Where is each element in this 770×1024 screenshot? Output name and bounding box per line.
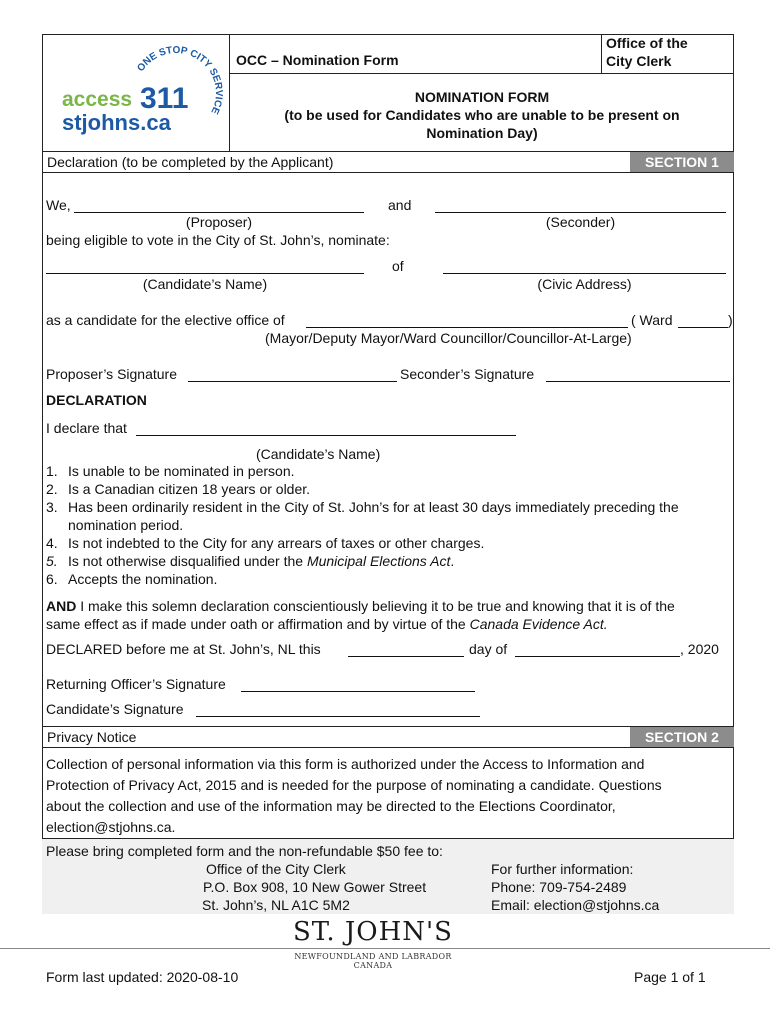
info-line: Email: election@stjohns.ca: [491, 897, 660, 913]
address-line: Office of the City Clerk: [206, 861, 346, 877]
declared-month-field[interactable]: [515, 656, 680, 657]
form-subtitle-1: (to be used for Candidates who are unable to be present on: [284, 107, 680, 123]
form-title-block: [230, 74, 734, 152]
logo-domain-text: stjohns.ca: [62, 110, 171, 135]
footer-divider: [0, 948, 770, 949]
ward-field[interactable]: [678, 327, 728, 328]
declare-candidate-caption: (Candidate’s Name): [256, 446, 381, 462]
section2-bar: [42, 726, 734, 748]
logo-311-text: 311: [140, 82, 189, 115]
solemn-text-2: same effect as if made under oath or affirmation and by virtue of the: [46, 616, 466, 632]
item5-end: .: [450, 553, 455, 569]
privacy-notice: [42, 748, 734, 838]
item5-act: Municipal Elections Act: [306, 553, 451, 569]
page-number: Page 1 of 1: [634, 969, 706, 985]
item-text: [68, 553, 454, 569]
item-text: Accepts the nomination.: [68, 571, 218, 587]
declare-candidate-field[interactable]: [136, 435, 516, 436]
solemn-text-1: I make this solemn declaration conscientiously believing it to be true and knowing that it is of the: [80, 598, 675, 614]
candidate-name-field[interactable]: [46, 273, 364, 274]
item-num: 6.: [46, 571, 58, 587]
of-label: of: [392, 258, 404, 274]
st-johns-tagline: NEWFOUNDLAND AND LABRADOR CANADA: [294, 952, 452, 970]
office-caption: (Mayor/Deputy Mayor/Ward Councillor/Councillor-At-Large): [265, 330, 632, 346]
item-text: Is not indebted to the City for any arrears of taxes or other charges.: [68, 535, 485, 551]
form-code-cell: [230, 34, 602, 74]
info-line: Phone: 709-754-2489: [491, 879, 627, 895]
office-cell: [602, 34, 734, 74]
logo-access-text: access: [62, 88, 133, 111]
returning-officer-signature-field[interactable]: [241, 691, 475, 692]
access311-logo: [42, 34, 230, 152]
section1-tag: SECTION 1: [630, 152, 734, 172]
proposer-signature-field[interactable]: [188, 381, 397, 382]
item-text: Is unable to be nominated in person.: [68, 463, 295, 479]
civic-caption: (Civic Address): [537, 276, 632, 292]
st-johns-wordmark: ST. JOHN'S: [293, 917, 453, 947]
seconder-caption: (Seconder): [545, 214, 616, 230]
bring-text: Please bring completed form and the non-refundable $50 fee to:: [46, 843, 443, 859]
seconder-signature-field[interactable]: [546, 381, 730, 382]
submission-info: [42, 838, 734, 914]
we-label: We,: [46, 197, 71, 213]
proposer-signature-label: Proposer’s Signature: [46, 366, 178, 382]
solemn-line-2: [46, 616, 608, 632]
section1-bar: [42, 151, 734, 173]
civic-address-field[interactable]: [443, 273, 726, 274]
form-title: NOMINATION FORM: [414, 89, 550, 105]
privacy-line: Collection of personal information via this form is authorized under the Access to Information and: [46, 756, 645, 772]
item-text: nomination period.: [68, 517, 184, 533]
seconder-signature-label: Seconder’s Signature: [400, 366, 535, 382]
ward-text: ( Ward: [631, 312, 673, 328]
st-johns-logo: [275, 917, 471, 970]
privacy-line: Protection of Privacy Act, 2015 and is needed for the purpose of nominating a candidate. Questions: [46, 777, 662, 793]
form-subtitle-2: Nomination Day): [426, 125, 538, 141]
year-label: , 2020: [680, 641, 719, 657]
item-num: 3.: [46, 499, 58, 515]
section2-tag: SECTION 2: [630, 727, 734, 747]
form-updated-date: Form last updated: 2020-08-10: [46, 969, 239, 985]
day-of-label: day of: [469, 641, 508, 657]
eligible-text: being eligible to vote in the City of St. John’s, nominate:: [46, 232, 390, 248]
candidate-signature-label: Candidate’s Signature: [46, 701, 184, 717]
address-line: St. John’s, NL A1C 5M2: [202, 897, 350, 913]
form-code: OCC – Nomination Form: [236, 52, 399, 68]
item-num: 4.: [46, 535, 58, 551]
evidence-act: Canada Evidence Act.: [469, 616, 608, 632]
returning-officer-label: Returning Officer’s Signature: [46, 676, 226, 692]
proposer-caption: (Proposer): [185, 214, 253, 230]
logo-ring-text: ONE STOP CITY SERVICE: [135, 45, 224, 116]
elective-office-field[interactable]: [306, 327, 628, 328]
proposer-name-field[interactable]: [74, 212, 364, 213]
item-text: Is a Canadian citizen 18 years or older.: [68, 481, 311, 497]
address-line: P.O. Box 908, 10 New Gower Street: [203, 879, 427, 895]
and-label: and: [388, 197, 412, 213]
section2-label: Privacy Notice: [47, 729, 137, 745]
office-line-1: Office of the: [606, 35, 688, 51]
access311-logo-graphic: [42, 34, 230, 152]
ward-close: ): [728, 312, 733, 328]
item-num: 5.: [46, 553, 58, 569]
info-line: For further information:: [491, 861, 634, 877]
section1-label: Declaration (to be completed by the Applicant): [47, 154, 334, 170]
declared-day-field[interactable]: [348, 656, 464, 657]
declare-that-label: I declare that: [46, 420, 127, 436]
privacy-line: about the collection and use of the information may be directed to the Elections Coordinator,: [46, 798, 616, 814]
candidate-signature-field[interactable]: [196, 716, 480, 717]
and-bold: AND: [46, 598, 77, 614]
item5-text: Is not otherwise disqualified under the: [68, 553, 304, 569]
item-text: Has been ordinarily resident in the City of St. John’s for at least 30 days immediately preceding the: [68, 499, 679, 515]
item-num: 2.: [46, 481, 58, 497]
office-text: as a candidate for the elective office of: [46, 312, 285, 328]
privacy-line: election@stjohns.ca.: [46, 819, 176, 835]
seconder-name-field[interactable]: [435, 212, 726, 213]
declaration-heading: DECLARATION: [46, 392, 147, 408]
item-num: 1.: [46, 463, 58, 479]
declared-text: DECLARED before me at St. John’s, NL this: [46, 641, 321, 657]
office-line-2: City Clerk: [606, 53, 672, 69]
candidate-caption: (Candidate’s Name): [142, 276, 268, 292]
solemn-line-1: [46, 598, 675, 614]
